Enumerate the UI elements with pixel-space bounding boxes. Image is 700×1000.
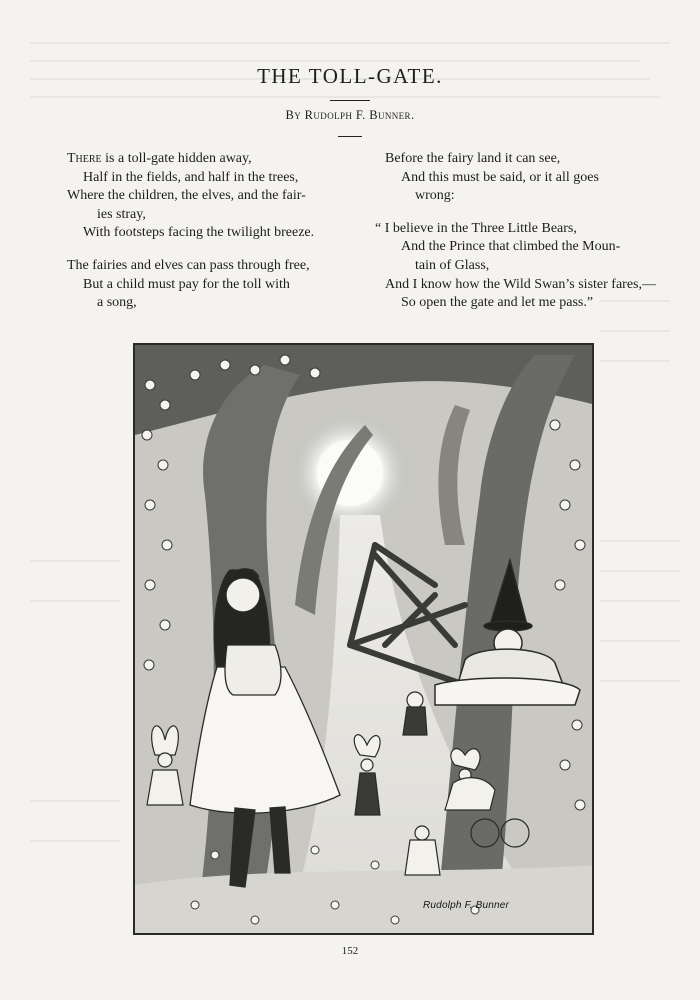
illustration-artwork	[135, 345, 594, 935]
poem-line: ies stray,	[97, 206, 146, 222]
poem-column-right	[375, 150, 675, 313]
poem-line: tain of Glass,	[415, 257, 490, 273]
stanza-gap	[67, 243, 357, 257]
poem-line: wrong:	[415, 188, 455, 204]
article-title: THE TOLL-GATE.	[257, 64, 443, 88]
poem-line: Where the children, the elves, and the fair-	[67, 188, 306, 204]
byline-rule	[338, 136, 362, 137]
poem-line: And I know how the Wild Swan’s sister fares,—	[385, 276, 656, 292]
poem-line: So open the gate and let me pass.”	[401, 295, 594, 311]
poem-line: And the Prince that climbed the Moun-	[401, 239, 621, 255]
poem-column-left	[67, 150, 357, 313]
poem-line: There is a toll-gate hidden away,	[67, 151, 252, 166]
title-rule	[330, 100, 370, 101]
poem-line: And this must be said, or it all goes	[401, 169, 599, 185]
poem-line: But a child must pay for the toll with	[83, 276, 290, 292]
poem-line: The fairies and elves can pass through free,	[67, 257, 310, 273]
poem-line: With footsteps facing the twilight breeze.	[83, 225, 315, 241]
poem-line: Before the fairy land it can see,	[385, 151, 561, 166]
poem-line: “ I believe in the Three Little Bears,	[375, 220, 577, 236]
poem-line: Half in the fields, and half in the trees,	[83, 169, 299, 185]
byline: By Rudolph F. Bunner.	[285, 108, 415, 122]
fairy-forest-illustration	[133, 343, 594, 935]
artist-signature: Rudolph F. Bunner	[423, 900, 510, 911]
page-number: 152	[341, 945, 359, 957]
poem-line: a song,	[97, 295, 137, 311]
stanza-gap	[385, 206, 675, 220]
